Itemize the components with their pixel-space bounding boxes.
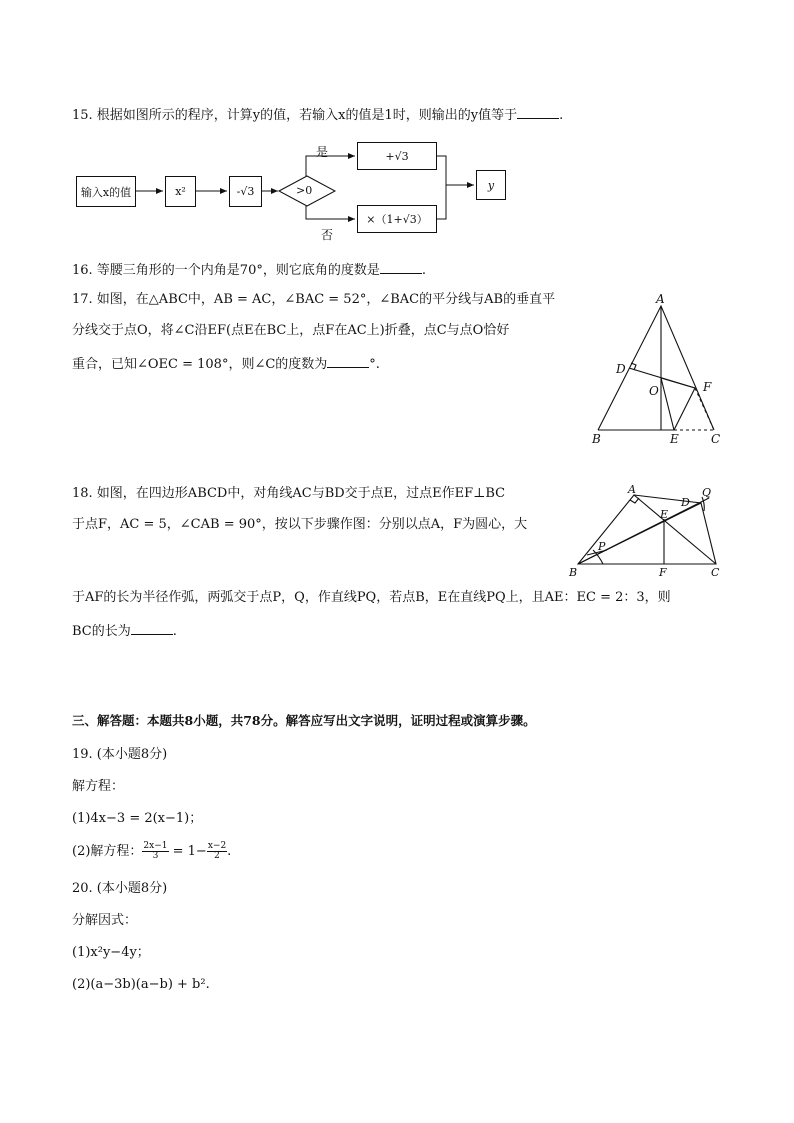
answer-blank [131, 620, 173, 635]
flow-times-box: ×（1+√3） [357, 205, 437, 233]
label-C: C [711, 432, 721, 446]
q19-title: 19. (本小题8分) [72, 747, 168, 762]
q20-title: 20. (本小题8分) [72, 881, 168, 896]
q17-line1: 17. 如图，在△ABC中，AB = AC，∠BAC = 52°，∠BAC的平分线与AB的垂直平 [72, 292, 556, 307]
label-P: P [598, 540, 606, 553]
label-O: O [649, 384, 659, 398]
q19-prompt: 解方程： [72, 779, 125, 794]
q20-prompt: 分解因式： [72, 913, 138, 928]
flow-plus-sqrt3-box: +√3 [357, 142, 437, 170]
answer-blank [380, 259, 422, 274]
label-A: A [656, 292, 665, 306]
q18-line1: 18. 如图，在四边形ABCD中，对角线AC与BD交于点E，过点E作EF⊥BC [72, 486, 506, 501]
flow-condition: >0 [296, 184, 313, 197]
answer-blank [327, 353, 369, 368]
flow-yes-label: 是 [316, 145, 329, 159]
label-F: F [703, 380, 712, 394]
label-D: D [681, 496, 690, 509]
label-B: B [592, 432, 601, 446]
label-D: D [616, 362, 626, 376]
q18-line4: BC的长为 . [72, 620, 177, 641]
label-A: A [628, 483, 636, 496]
q18-line2: 于点F，AC = 5，∠CAB = 90°，按以下步骤作图：分别以点A，F为圆心，大 [72, 517, 528, 532]
label-Q: Q [702, 486, 712, 499]
figure-17 [580, 288, 730, 448]
label-B: B [569, 566, 578, 579]
q17-line2: 分线交于点O，将∠C沿EF(点E在BC上，点F在AC上)折叠，点C与点O恰好 [72, 323, 510, 338]
q20-part2: (2)(a−3b)(a−b) + b². [72, 977, 210, 992]
q17-line3: 重合，已知∠OEC = 108°，则∠C的度数为 °. [72, 353, 380, 374]
fraction-2: $\frac{x-2}{2}$ [207, 841, 227, 861]
label-F: F [659, 566, 667, 579]
label-C: C [711, 566, 720, 579]
q20-part1: (1)x²y−4y； [72, 945, 150, 960]
flow-square-box: x² [165, 176, 196, 207]
q18-line3: 于AF的长为半径作弧，两弧交于点P，Q，作直线PQ，若点B，E在直线PQ上，且AE：EC = 2：3，则 [72, 590, 671, 605]
q16-text: 16. 等腰三角形的一个内角是70°，则它底角的度数是 . [72, 259, 426, 280]
label-E: E [660, 508, 669, 521]
fraction-1: $\frac{2x-1}{3}$ [143, 841, 168, 861]
flow-minus-sqrt3-box: -√3 [229, 176, 262, 207]
flow-input-box: 输入x的值 [76, 176, 136, 207]
flow-no-label: 否 [321, 228, 334, 242]
figure-18 [565, 480, 730, 580]
q15-text: 15. 根据如图所示的程序，计算y的值，若输入x的值是1时，则输出的y值等于 . [72, 104, 563, 125]
label-E: E [670, 432, 679, 446]
q19-part2: (2)解方程： $\frac{2x-1}{3}$ = 1− $\frac{x-2}{2}$ . [72, 841, 232, 861]
q19-part1: (1)4x−3 = 2(x−1)； [72, 811, 203, 826]
section-heading: 三、解答题：本题共8小题，共78分。解答应写出文字说明，证明过程或演算步骤。 [72, 713, 536, 728]
flow-output-box: y [476, 170, 506, 200]
